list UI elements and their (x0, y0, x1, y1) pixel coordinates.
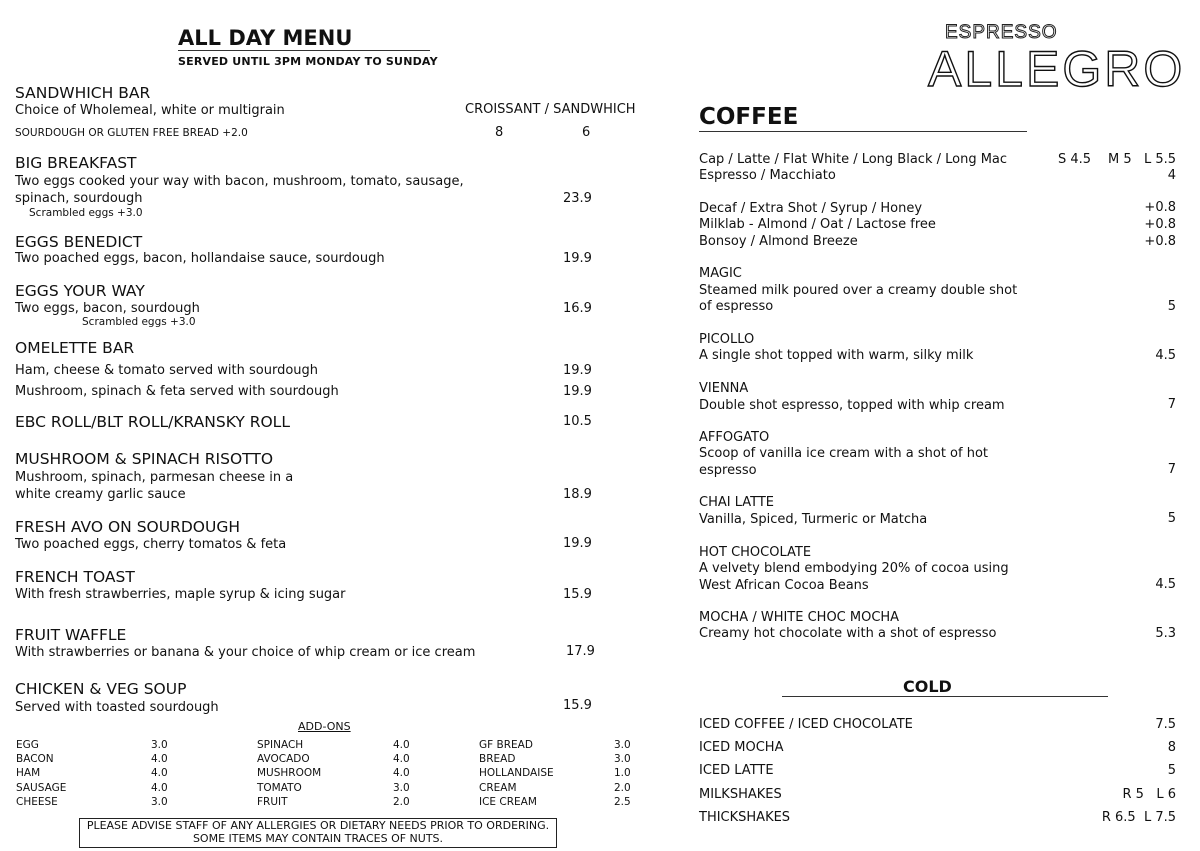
croissant-price: 8 (495, 125, 504, 140)
addon-name: HOLLANDAISE (479, 767, 554, 780)
cold-item-price: 8 (1167, 740, 1176, 756)
magic-line2: of espresso (699, 299, 774, 314)
addon-name: FRUIT (257, 795, 288, 808)
logo-allegro: ALLEGRO (928, 41, 1186, 97)
addon-name: CHEESE (16, 795, 58, 808)
mocha-title: MOCHA / WHITE CHOC MOCHA (699, 610, 900, 625)
magic-title: MAGIC (699, 266, 742, 281)
addon-price: 4.0 (393, 753, 410, 766)
french-toast-title: FRENCH TOAST (15, 568, 135, 586)
eggs-benedict-desc: Two poached eggs, bacon, hollandaise sauce, sourdough (15, 251, 385, 266)
addon-name: GF BREAD (479, 739, 533, 751)
magic-price: 5 (1167, 299, 1176, 314)
extra-1: Decaf / Extra Shot / Syrup / Honey (699, 201, 923, 216)
omelette-line1: Ham, cheese & tomato served with sourdough (15, 363, 319, 378)
avo-desc: Two poached eggs, cherry tomatos & feta (15, 537, 287, 552)
addon-name: TOMATO (257, 781, 302, 794)
logo-espresso: ESPRESSO (945, 22, 1058, 43)
cold-item-price: 5 (1167, 763, 1176, 779)
sandwich-title: SANDWHICH BAR (15, 84, 151, 102)
big-breakfast-title: BIG BREAKFAST (15, 154, 137, 172)
eggs-benedict-title: EGGS BENEDICT (15, 233, 143, 251)
coffee-underline (699, 131, 1027, 132)
addon-price: 3.0 (151, 739, 168, 751)
picollo-desc: A single shot topped with warm, silky milk (699, 348, 974, 363)
size-medium-price: M 5 (1108, 152, 1132, 167)
title-underline (178, 50, 430, 51)
sandwich-desc: Choice of Wholemeal, white or multigrain (15, 103, 285, 118)
size-large-price: L 5.5 (1144, 152, 1177, 167)
sandwich-price: 6 (582, 125, 591, 140)
cold-item-price: R 6.5 L 7.5 (1101, 809, 1176, 825)
hot-chocolate-title: HOT CHOCOLATE (699, 545, 812, 560)
cold-title: COLD (903, 677, 952, 696)
soup-price: 15.9 (563, 698, 592, 713)
eggs-your-way-price: 16.9 (563, 301, 592, 316)
extra-2: Milklab - Almond / Oat / Lactose free (699, 217, 936, 232)
coffee-main-line: Cap / Latte / Flat White / Long Black / Long Mac (699, 152, 1008, 167)
addon-price: 2.0 (614, 781, 631, 794)
extra-1-price: +0.8 (1144, 200, 1176, 215)
addons-title: ADD-ONS (298, 720, 351, 733)
picollo-price: 4.5 (1155, 348, 1176, 363)
cold-item-price: 7.5 (1155, 717, 1176, 732)
picollo-title: PICOLLO (699, 332, 755, 347)
vienna-title: VIENNA (699, 381, 749, 396)
affogato-line1: Scoop of vanilla ice cream with a shot of hot (699, 446, 989, 461)
french-toast-price: 15.9 (563, 587, 592, 602)
addon-name: CREAM (479, 781, 517, 794)
allergy-notice-line1: PLEASE ADVISE STAFF OF ANY ALLERGIES OR DIETARY NEEDS PRIOR TO ORDERING. (86, 819, 550, 832)
affogato-line2: espresso (699, 463, 757, 478)
affogato-title: AFFOGATO (699, 430, 770, 445)
size-small-price: S 4.5 (1058, 152, 1092, 167)
extra-3: Bonsoy / Almond Breeze (699, 234, 858, 249)
avo-price: 19.9 (563, 536, 592, 551)
omelette-line2: Mushroom, spinach & feta served with sourdough (15, 384, 339, 399)
addon-name: ICE CREAM (479, 795, 537, 808)
hot-chocolate-price: 4.5 (1155, 577, 1176, 592)
addon-name: MUSHROOM (257, 767, 322, 780)
big-breakfast-line2: spinach, sourdough (15, 191, 143, 206)
mocha-desc: Creamy hot chocolate with a shot of espresso (699, 626, 997, 641)
sandwich-note: SOURDOUGH OR GLUTEN FREE BREAD +2.0 (15, 127, 248, 139)
chai-title: CHAI LATTE (699, 495, 775, 510)
risotto-line2: white creamy garlic sauce (15, 487, 186, 502)
soup-title: CHICKEN & VEG SOUP (15, 680, 187, 698)
omelette-title: OMELETTE BAR (15, 339, 135, 357)
menu-subtitle: SERVED UNTIL 3PM MONDAY TO SUNDAY (178, 55, 438, 68)
vienna-desc: Double shot espresso, topped with whip cream (699, 398, 1005, 413)
addon-price: 3.0 (614, 739, 631, 751)
waffle-title: FRUIT WAFFLE (15, 626, 127, 644)
addon-name: AVOCADO (257, 753, 310, 766)
cold-item-name: MILKSHAKES (699, 786, 782, 802)
cold-item-name: ICED MOCHA (699, 740, 784, 756)
addon-price: 2.0 (393, 795, 410, 808)
addon-name: BACON (16, 753, 54, 766)
eggs-benedict-price: 19.9 (563, 251, 592, 266)
big-breakfast-line1: Two eggs cooked your way with bacon, mushroom, tomato, sausage, (15, 174, 464, 189)
extra-3-price: +0.8 (1144, 234, 1176, 249)
eggs-your-way-title: EGGS YOUR WAY (15, 282, 145, 300)
chai-desc: Vanilla, Spiced, Turmeric or Matcha (699, 512, 928, 527)
risotto-price: 18.9 (563, 487, 592, 502)
addon-price: 4.0 (151, 767, 168, 780)
omelette-price2: 19.9 (563, 384, 592, 399)
risotto-line1: Mushroom, spinach, parmesan cheese in a (15, 470, 294, 485)
addon-name: BREAD (479, 753, 516, 766)
cold-underline (782, 696, 1108, 697)
espresso-price: 4 (1167, 168, 1176, 183)
addon-name: SPINACH (257, 739, 304, 751)
addon-price: 4.0 (393, 767, 410, 780)
french-toast-desc: With fresh strawberries, maple syrup & icing sugar (15, 587, 346, 602)
addon-name: SAUSAGE (16, 781, 67, 794)
cold-item-name: ICED LATTE (699, 763, 774, 779)
avo-title: FRESH AVO ON SOURDOUGH (15, 518, 240, 536)
addon-price: 3.0 (151, 795, 168, 808)
extra-2-price: +0.8 (1144, 217, 1176, 232)
big-breakfast-price: 23.9 (563, 191, 592, 206)
addon-name: EGG (16, 739, 39, 751)
eggs-your-way-note: Scrambled eggs +3.0 (82, 316, 196, 328)
eggs-your-way-desc: Two eggs, bacon, sourdough (15, 301, 200, 316)
hot-chocolate-line1: A velvety blend embodying 20% of cocoa using (699, 561, 1009, 576)
rolls-price: 10.5 (563, 414, 592, 429)
addon-price: 4.0 (151, 753, 168, 766)
sandwich-col-header: CROISSANT / SANDWHICH (465, 102, 636, 117)
espresso-line: Espresso / Macchiato (699, 168, 836, 183)
coffee-title: COFFEE (699, 104, 799, 130)
omelette-price1: 19.9 (563, 363, 592, 378)
addon-price: 4.0 (151, 781, 168, 794)
cold-item-name: ICED COFFEE / ICED CHOCOLATE (699, 717, 913, 732)
addon-price: 2.5 (614, 795, 631, 808)
chai-price: 5 (1167, 511, 1176, 526)
mocha-price: 5.3 (1155, 626, 1176, 641)
cold-item-price: R 5 L 6 (1122, 786, 1176, 802)
addon-price: 3.0 (393, 781, 410, 794)
magic-line1: Steamed milk poured over a creamy double shot (699, 283, 1018, 298)
big-breakfast-note: Scrambled eggs +3.0 (29, 207, 143, 219)
addon-price: 3.0 (614, 753, 631, 766)
risotto-title: MUSHROOM & SPINACH RISOTTO (15, 450, 274, 468)
soup-desc: Served with toasted sourdough (15, 700, 219, 715)
addon-name: HAM (16, 767, 41, 780)
waffle-price: 17.9 (566, 644, 595, 659)
vienna-price: 7 (1167, 397, 1176, 412)
allergy-notice (79, 818, 557, 848)
menu-title: ALL DAY MENU (178, 26, 353, 50)
allergy-notice-line2: SOME ITEMS MAY CONTAIN TRACES OF NUTS. (192, 832, 444, 845)
waffle-desc: With strawberries or banana & your choice of whip cream or ice cream (15, 645, 476, 660)
addon-price: 1.0 (614, 767, 631, 780)
rolls-title: EBC ROLL/BLT ROLL/KRANSKY ROLL (15, 413, 290, 431)
addon-price: 4.0 (393, 739, 410, 751)
hot-chocolate-line2: West African Cocoa Beans (699, 578, 869, 593)
cold-item-name: THICKSHAKES (699, 809, 791, 825)
affogato-price: 7 (1167, 462, 1176, 477)
